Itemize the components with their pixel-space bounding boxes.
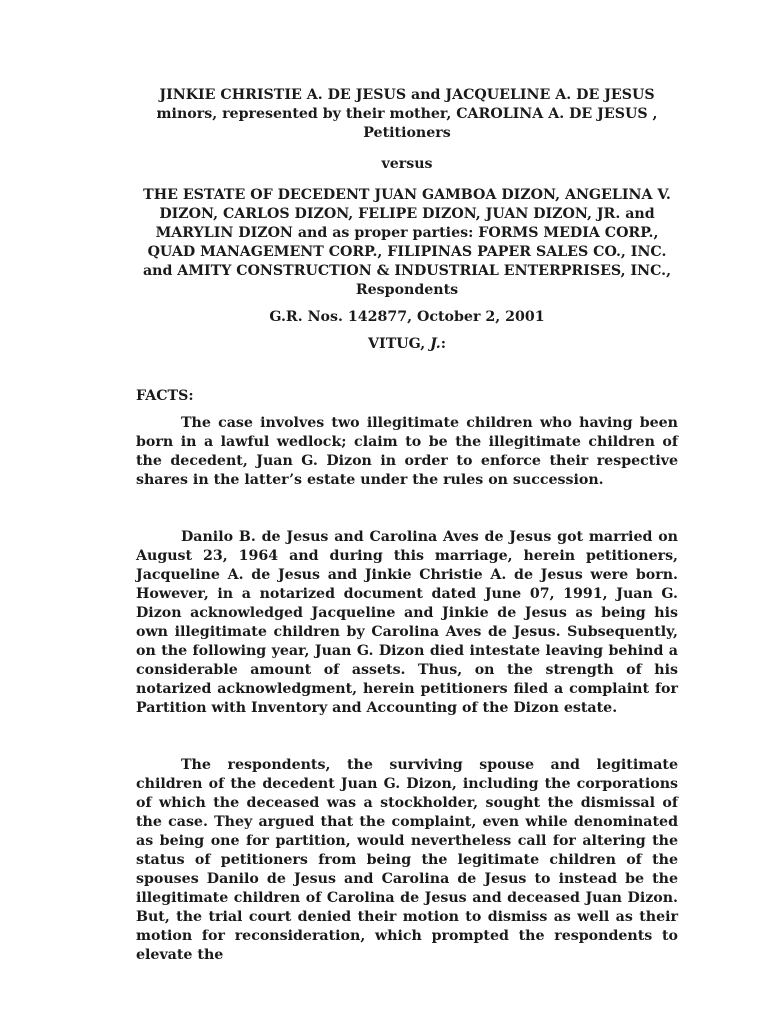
facts-paragraph: Danilo B. de Jesus and Carolina Aves de Jesus got married on August 23, 1964 and during this marriage, herein petitioners, Jacqueline A. de Jesus and Jinkie Christie A. de Jesus were born. However, in a notarized document dated June 07, 1991, Juan G. Dizon acknowledged Jacqueline and Jinkie de Jesus as being his own illegitimate children by Carolina Aves de Jesus. Subsequently, on the following year, Juan G. Dizon died intestate leaving behind a considerable amount of assets. Thus, on the strength of his notarized acknowledgment, herein petitioners filed a complaint for Partition with Inventory and Accounting of the Dizon estate. xyxy=(136,529,678,716)
ponente-line xyxy=(136,335,678,354)
facts-paragraph: The respondents, the surviving spouse and legitimate children of the decedent Juan G. Dizon, including the corporations of which the deceased was a stockholder, sought the dismissal of the case. They argued that the complaint, even while denominated as being one for partition, would nevertheless call for altering the status of petitioners from being the legitimate children of the spouses Danilo de Jesus and Carolina de Jesus to instead be the illegitimate children of Carolina de Jesus and deceased Juan Dizon. But, the trial court denied their motion to dismiss as well as their motion for reconsideration, which prompted the respondents to elevate the xyxy=(136,757,678,963)
facts-paragraph: The case involves two illegitimate children who having been born in a lawful wedlock; claim to be the illegitimate children of the decedent, Juan G. Dizon in order to enforce their respective shares in the latter’s estate under the rules on succession. xyxy=(136,415,678,488)
ponente-colon: : xyxy=(440,336,446,352)
case-citation: G.R. Nos. 142877, October 2, 2001 xyxy=(269,309,545,325)
versus-line: versus xyxy=(381,156,433,172)
facts-heading: FACTS: xyxy=(136,388,194,404)
document-page xyxy=(136,86,678,965)
case-caption xyxy=(136,86,678,354)
respondents-line: THE ESTATE OF DECEDENT JUAN GAMBOA DIZON, ANGELINA V. DIZON, CARLOS DIZON, FELIPE DIZON, JUAN DIZON, JR. and MARYLIN DIZON and as proper parties: FORMS MEDIA CORP., QUAD MANAGEMENT CORP., FILIPINAS PAPER SALES CO., INC. and AMITY CONSTRUCTION & INDUSTRIAL ENTERPRISES, INC., Respondents xyxy=(142,187,672,298)
ponente-name: VITUG, xyxy=(368,336,431,352)
ponente-suffix: J. xyxy=(430,336,441,352)
petitioners-line: JINKIE CHRISTIE A. DE JESUS and JACQUELINE A. DE JESUS minors, represented by their mother, CAROLINA A. DE JESUS , Petitioners xyxy=(156,87,658,141)
